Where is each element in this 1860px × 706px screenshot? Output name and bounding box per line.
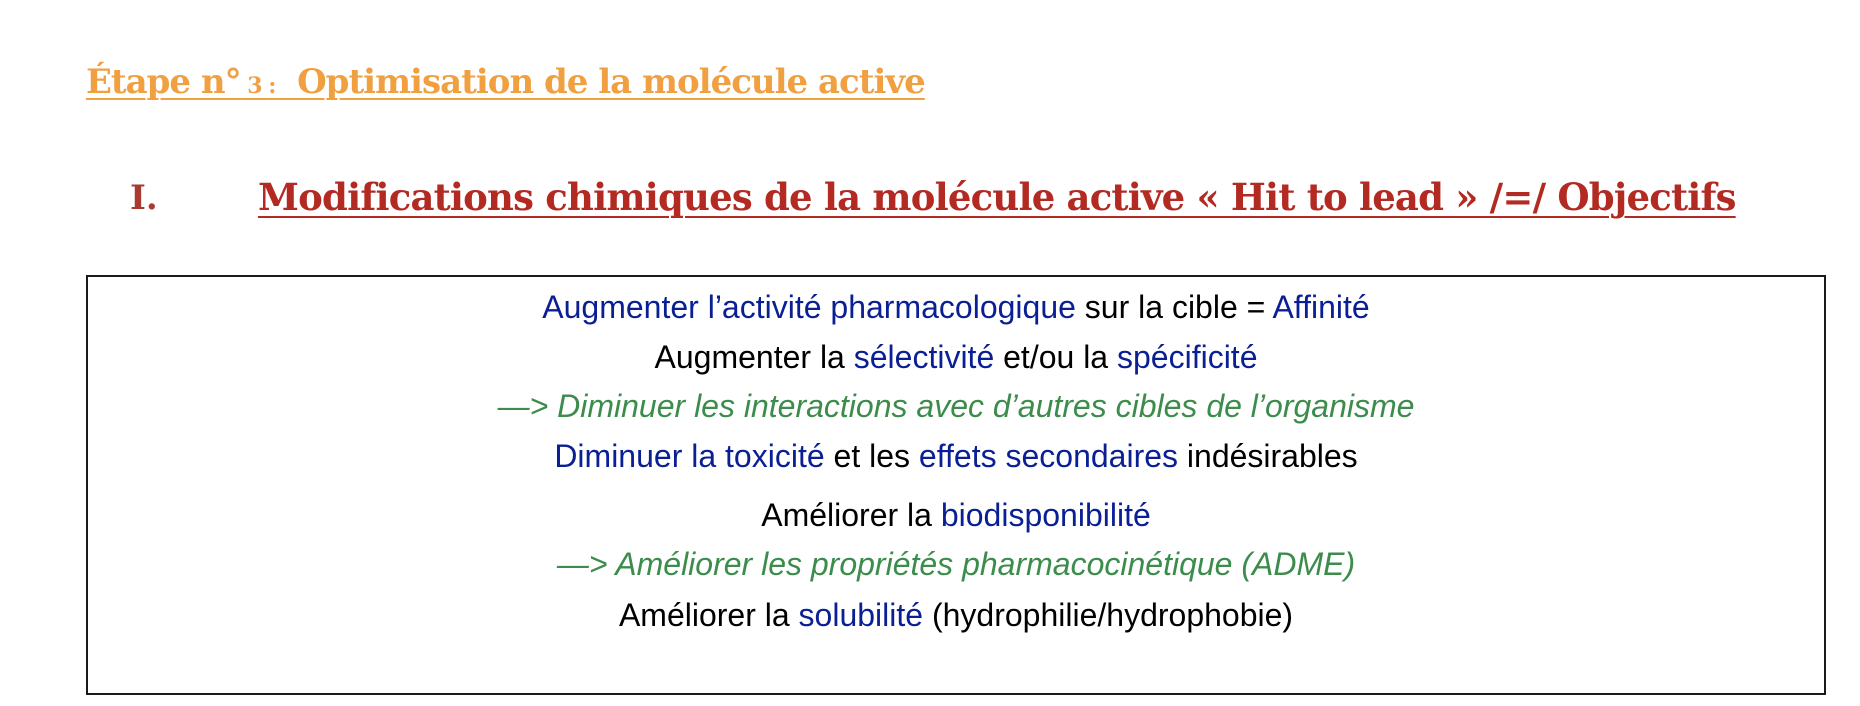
step-number: 3 bbox=[240, 73, 269, 99]
step-prefix: Étape n° bbox=[86, 62, 241, 102]
step-separator: : bbox=[268, 73, 276, 99]
keyword-toxicity: Diminuer la toxicité bbox=[554, 438, 825, 474]
section-numeral: I. bbox=[130, 178, 158, 218]
objective-text: Augmenter la bbox=[654, 339, 854, 375]
objectives-box bbox=[86, 275, 1826, 695]
objective-bioavailability bbox=[88, 497, 1824, 534]
section-title: Modifications chimiques de la molécule active « Hit to lead » /=/ Objectifs bbox=[258, 175, 1736, 219]
objective-toxicity bbox=[88, 438, 1824, 475]
keyword-selectivity: sélectivité bbox=[853, 339, 995, 375]
objective-solubility bbox=[88, 597, 1824, 634]
objective-text: sur la cible = bbox=[1075, 289, 1273, 325]
objective-text: Améliorer la bbox=[618, 597, 799, 633]
objective-text: Améliorer la bbox=[761, 497, 941, 533]
step-title bbox=[86, 62, 925, 102]
objective-selectivity bbox=[88, 339, 1824, 376]
keyword-specificity: spécificité bbox=[1116, 339, 1258, 375]
keyword-bioavailability: biodisponibilité bbox=[940, 497, 1151, 533]
keyword-activity: Augmenter l’activité pharmacologique bbox=[542, 289, 1076, 325]
objective-text: (hydrophilie/hydrophobie) bbox=[923, 597, 1294, 633]
note-adme: —> Améliorer les propriétés pharmacocinétique (ADME) bbox=[556, 546, 1356, 582]
objective-affinity bbox=[88, 289, 1824, 326]
keyword-solubility: solubilité bbox=[798, 597, 924, 633]
objective-text: et les bbox=[824, 438, 919, 474]
step-title-text: Optimisation de la molécule active bbox=[275, 62, 925, 102]
keyword-affinity: Affinité bbox=[1272, 289, 1370, 325]
keyword-side-effects: effets secondaires bbox=[918, 438, 1179, 474]
objective-text: et/ou la bbox=[994, 339, 1117, 375]
objective-text: indésirables bbox=[1178, 438, 1358, 474]
note-interactions: —> Diminuer les interactions avec d’autres cibles de l’organisme bbox=[497, 388, 1415, 424]
